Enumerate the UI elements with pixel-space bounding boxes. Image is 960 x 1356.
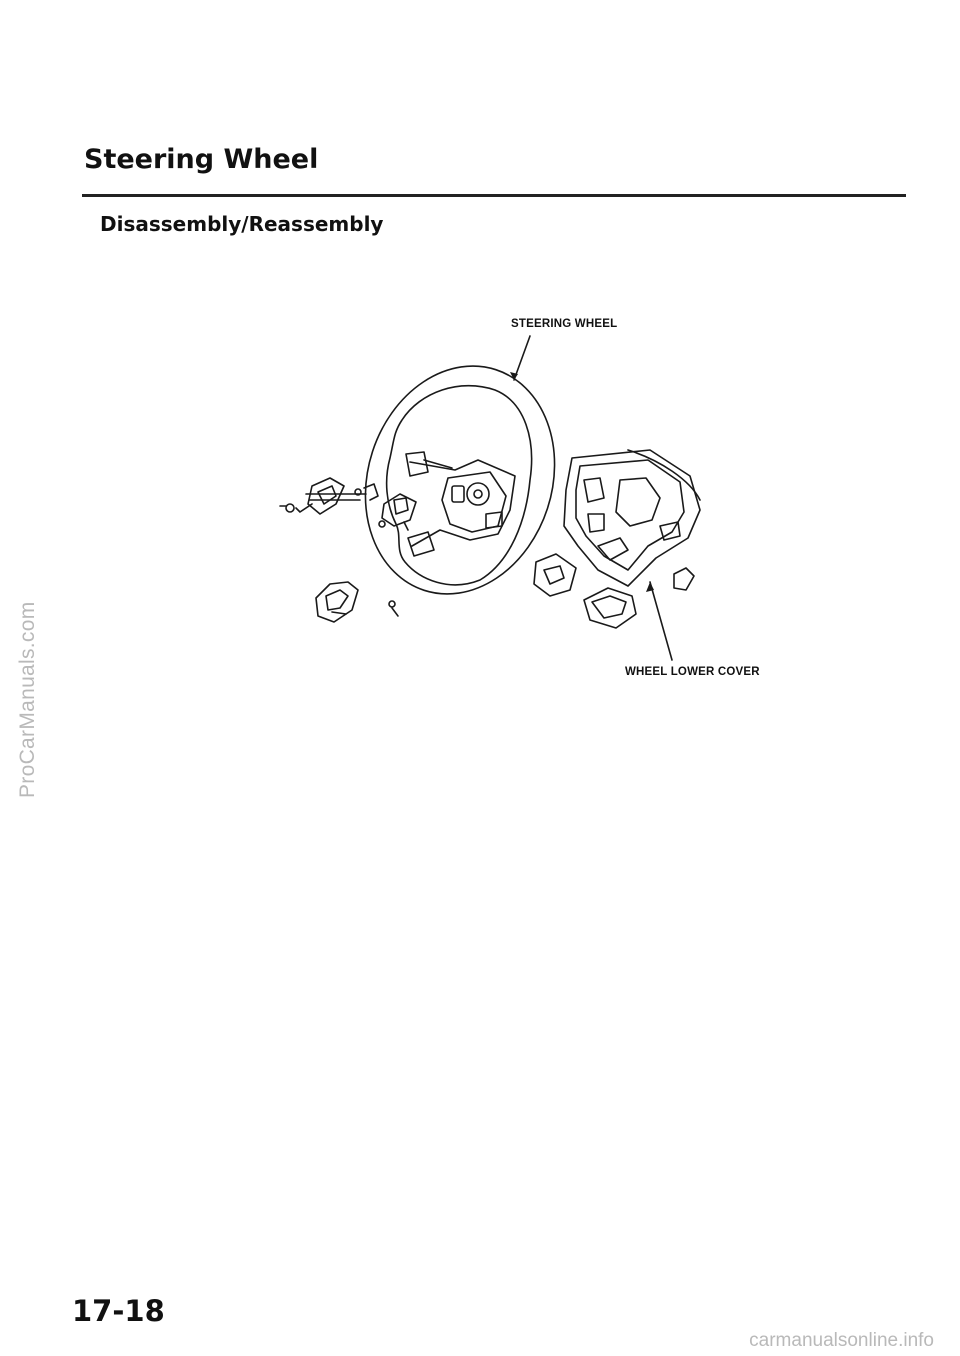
- airbag-cover: [564, 450, 700, 586]
- steering-wheel-hub: [406, 452, 515, 556]
- page-title: Steering Wheel: [84, 144, 319, 175]
- page-number: 17-18: [72, 1294, 165, 1328]
- bottom-watermark: carmanualsonline.info: [749, 1330, 934, 1351]
- steering-wheel-exploded-diagram: [180, 300, 800, 700]
- steering-wheel-label: STEERING WHEEL: [511, 318, 618, 330]
- steering-wheel-leader: [514, 336, 530, 380]
- title-rule: [82, 194, 906, 197]
- side-watermark: ProCarManuals.com: [16, 601, 39, 799]
- lower-cover-leader: [650, 582, 672, 660]
- wheel-lower-cover-parts: [534, 554, 694, 628]
- section-subtitle: Disassembly/Reassembly: [100, 212, 384, 236]
- wheel-lower-cover-label: WHEEL LOWER COVER: [625, 666, 760, 678]
